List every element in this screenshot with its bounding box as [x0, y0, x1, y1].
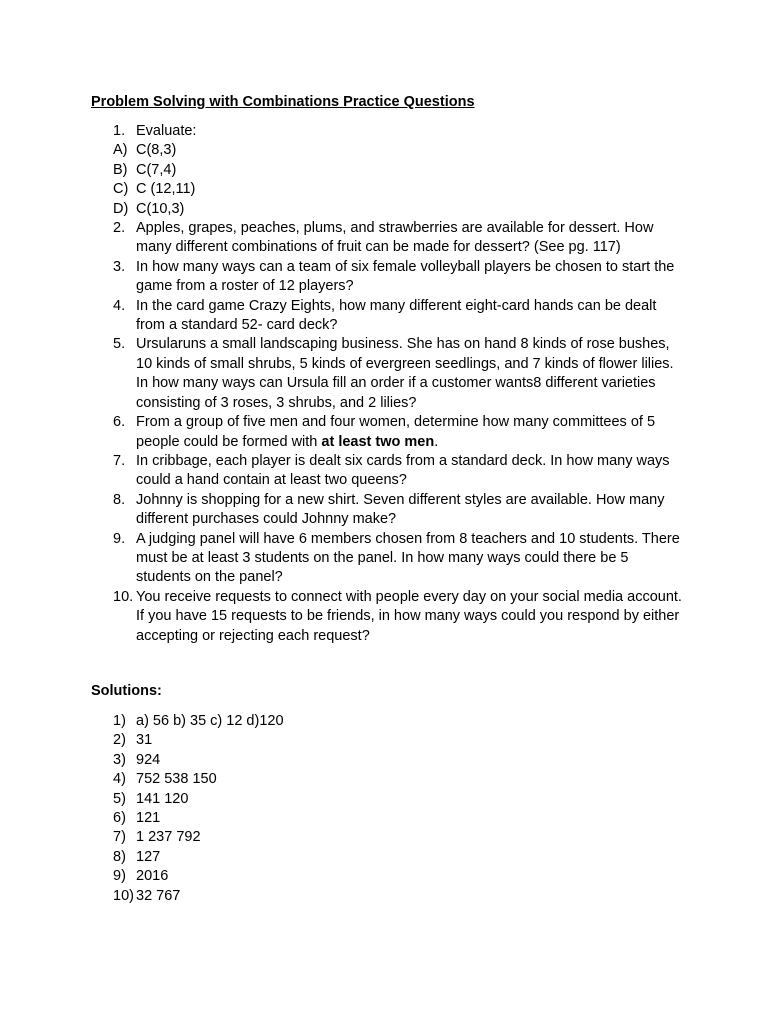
- solution-number: 10): [113, 887, 134, 904]
- solution-value: 32 767: [136, 887, 181, 904]
- question-text: C(10,3): [136, 200, 185, 217]
- question-item: [0, 180, 768, 199]
- question-item: [0, 258, 768, 297]
- question-item: [0, 297, 768, 336]
- question-number: C): [113, 181, 129, 198]
- solution-item: [0, 770, 768, 789]
- question-number: 6.: [113, 414, 126, 431]
- question-text: Apples, grapes, peaches, plums, and strawberries are available for dessert. How many different combinations of fruit can be made for dessert? (See pg. 117): [136, 220, 654, 256]
- solution-item: [0, 790, 768, 809]
- solution-value: 121: [136, 809, 161, 826]
- solutions-heading: Solutions:: [91, 683, 162, 699]
- question-text-part: .: [434, 433, 439, 450]
- question-text: [136, 413, 686, 452]
- question-text: In how many ways can a team of six female volleyball players be chosen to start the game from a roster of 12 players?: [136, 258, 675, 295]
- solution-number: 5): [113, 790, 126, 807]
- solution-item: [0, 867, 768, 886]
- question-item: [0, 588, 768, 646]
- solution-list: [0, 712, 768, 906]
- question-text: Ursularuns a small landscaping business. She has on hand 8 kinds of rose bushes, 10 kinds of small shrubs, 5 kinds of evergreen seedlings, and 7 kinds of flower lilies. In how many ways can Ursula fill an order if a customer wants8 different varieties consisting of 3 roses, 3 shrubs, and 2 lilies?: [136, 336, 674, 411]
- question-text: Johnny is shopping for a new shirt. Seven different styles are available. How many different purchases could Johnny make?: [136, 491, 665, 528]
- solution-number: 3): [113, 751, 126, 768]
- emphasis-text: at least two men: [321, 433, 435, 450]
- solution-item: [0, 848, 768, 867]
- solution-number: 2): [113, 732, 126, 749]
- solution-value: 924: [136, 751, 161, 768]
- question-item: [0, 335, 768, 413]
- question-number: 3.: [113, 258, 126, 275]
- question-item: [0, 491, 768, 530]
- question-item: [0, 530, 768, 588]
- question-item: [0, 452, 768, 491]
- question-item: [0, 161, 768, 180]
- page-title: Problem Solving with Combinations Practice Questions: [91, 94, 475, 110]
- question-text: Evaluate:: [136, 123, 197, 139]
- question-item: [0, 219, 768, 258]
- question-text: In cribbage, each player is dealt six cards from a standard deck. In how many ways could a hand contain at least two queens?: [136, 452, 670, 489]
- solution-number: 8): [113, 848, 126, 865]
- solution-value: 2016: [136, 868, 169, 885]
- solution-item: [0, 828, 768, 847]
- solution-value: 31: [136, 732, 153, 749]
- question-number: 8.: [113, 491, 126, 508]
- solution-item: [0, 751, 768, 770]
- solution-value: 752 538 150: [136, 771, 217, 788]
- question-number: 4.: [113, 297, 126, 314]
- solution-value: 141 120: [136, 790, 189, 807]
- solution-item: [0, 731, 768, 750]
- solution-number: 9): [113, 868, 126, 885]
- question-number: 2.: [113, 220, 126, 237]
- question-text-part: From a group of five men and four women, determine how many committees of 5 people could be formed with: [136, 414, 656, 450]
- question-text: C (12,11): [136, 181, 196, 198]
- solution-number: 7): [113, 829, 126, 846]
- solution-item: [0, 887, 768, 906]
- question-text: C(7,4): [136, 161, 177, 178]
- solution-item: [0, 809, 768, 828]
- solution-number: 4): [113, 771, 126, 788]
- question-number: 1.: [113, 123, 126, 139]
- solution-value: 127: [136, 848, 161, 865]
- question-number: 9.: [113, 530, 126, 547]
- question-item: [0, 141, 768, 160]
- question-number: A): [113, 142, 128, 159]
- question-item: [0, 200, 768, 219]
- question-text: You receive requests to connect with people every day on your social media account. If you have 15 requests to be friends, in how many ways could you respond by either accepting or rejecting each request?: [136, 588, 682, 644]
- question-item: [0, 413, 768, 452]
- solution-value: a) 56 b) 35 c) 12 d)120: [136, 713, 284, 729]
- solution-number: 6): [113, 809, 126, 826]
- solution-number: 1): [113, 713, 126, 729]
- question-text: In the card game Crazy Eights, how many different eight-card hands can be dealt from a standard 52- card deck?: [136, 297, 657, 334]
- question-text: C(8,3): [136, 142, 177, 159]
- solution-item: [0, 712, 768, 731]
- question-item: [0, 122, 768, 141]
- question-number: 10.: [113, 588, 134, 605]
- question-number: 5.: [113, 336, 126, 353]
- question-text: A judging panel will have 6 members chosen from 8 teachers and 10 students. There must be at least 3 students on the panel. In how many ways could there be 5 students on the panel?: [136, 530, 680, 586]
- question-number: B): [113, 161, 128, 178]
- question-list: [0, 122, 768, 646]
- solution-value: 1 237 792: [136, 829, 201, 846]
- question-number: 7.: [113, 452, 126, 469]
- question-number: D): [113, 200, 129, 217]
